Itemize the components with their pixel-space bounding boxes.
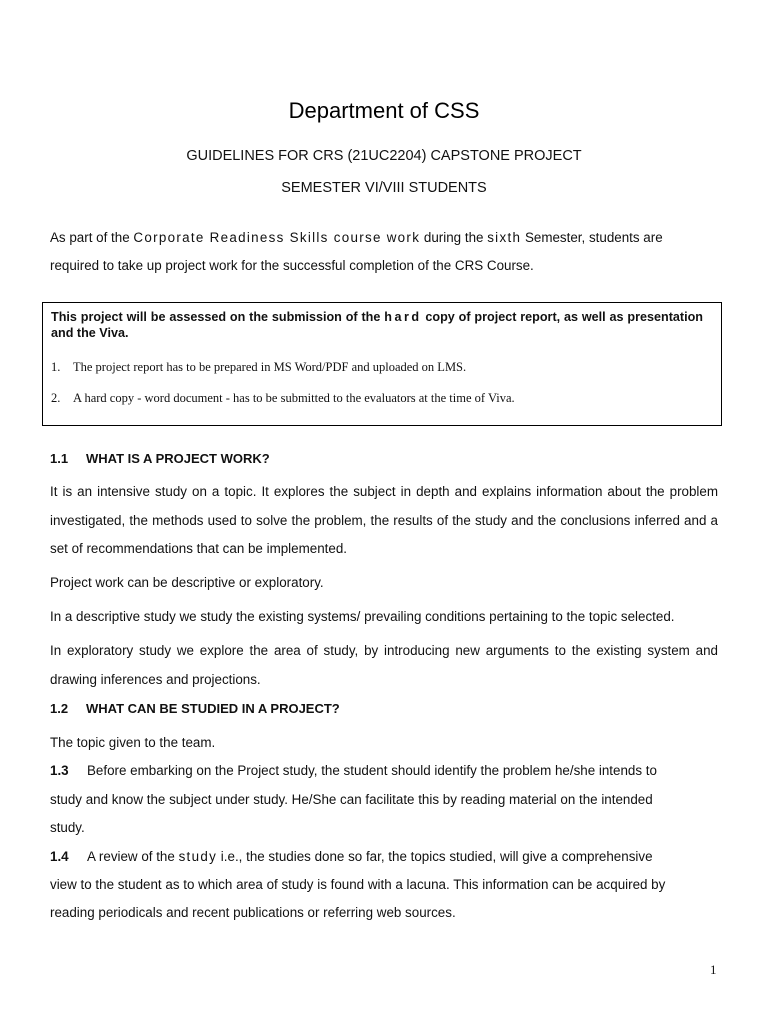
section-1-3-line-3: study. <box>50 820 85 835</box>
paragraph-descriptive-study: In a descriptive study we study the existing systems/ prevailing conditions pertaining to the topic selected. <box>50 609 675 624</box>
document-title: Department of CSS <box>288 98 480 123</box>
intro-course-name: Corporate Readiness Skills course work <box>133 230 421 245</box>
section-1-4-line-2: view to the student as to which area of study is found with a lacuna. This information can be acquired by <box>50 877 666 892</box>
assessment-box <box>42 302 722 426</box>
semester-subtitle: SEMESTER VI/VIII STUDENTS <box>281 180 487 196</box>
section-number: 1.2 <box>50 701 69 716</box>
guidelines-subtitle: GUIDELINES FOR CRS (21UC2204) CAPSTONE PROJECT <box>186 148 582 164</box>
item-number: 1. <box>51 360 61 374</box>
section-1-4-line-1 <box>50 849 718 864</box>
intro-semester: sixth <box>487 230 522 245</box>
section-title: WHAT CAN BE STUDIED IN A PROJECT? <box>86 701 340 716</box>
paragraph-descriptive-or-exploratory: Project work can be descriptive or exploratory. <box>50 575 324 590</box>
assessment-lead-text: This project will be assessed on the submission of the <box>51 310 385 324</box>
assessment-lead-text: copy of project report, as well as presentation and the Viva. <box>51 310 703 340</box>
section-text: i.e., the studies done so far, the topics studied, will give a comprehensive <box>217 849 653 864</box>
assessment-item <box>51 360 711 375</box>
paragraph-intensive-study: It is an intensive study on a topic. It explores the subject in depth and explains information about the problem investigated, the methods used to solve the problem, the results of the study and the conclusions inferred and a set of recommendations that can be implemented. <box>50 484 718 556</box>
section-1-3-line-2: study and know the subject under study. He/She can facilitate this by reading material on the intended <box>50 792 653 807</box>
section-text: Before embarking on the Project study, the student should identify the problem he/she intends to <box>87 763 657 778</box>
section-1-4-line-3: reading periodicals and recent publications or referring web sources. <box>50 905 456 920</box>
intro-text: As part of the <box>50 230 134 245</box>
section-heading-1-2 <box>50 701 340 716</box>
assessment-item <box>51 391 711 406</box>
item-number: 2. <box>51 391 61 405</box>
intro-line-1 <box>50 230 718 245</box>
section-title: WHAT IS A PROJECT WORK? <box>86 451 270 466</box>
section-heading-1-1 <box>50 451 270 466</box>
intro-text: during the <box>420 230 488 245</box>
item-text: A hard copy - word document - has to be submitted to the evaluators at the time of Viva. <box>73 391 515 405</box>
intro-line-2: required to take up project work for the successful completion of the CRS Course. <box>50 258 534 273</box>
section-1-3-line-1 <box>50 763 718 778</box>
section-number: 1.1 <box>50 451 69 466</box>
paragraph-exploratory-study: In exploratory study we explore the area of study, by introducing new arguments to the existing system and drawing inferences and projections. <box>50 643 718 687</box>
section-number: 1.3 <box>50 763 69 778</box>
section-text-study: study <box>178 849 218 864</box>
assessment-lead-hard: hard <box>384 310 422 324</box>
intro-text: Semester, students are <box>521 230 663 245</box>
section-text: A review of the <box>87 849 179 864</box>
item-text: The project report has to be prepared in MS Word/PDF and uploaded on LMS. <box>73 360 467 374</box>
paragraph-topic: The topic given to the team. <box>50 735 216 750</box>
assessment-lead <box>51 309 703 341</box>
section-number: 1.4 <box>50 849 69 864</box>
page-number: 1 <box>710 962 717 977</box>
